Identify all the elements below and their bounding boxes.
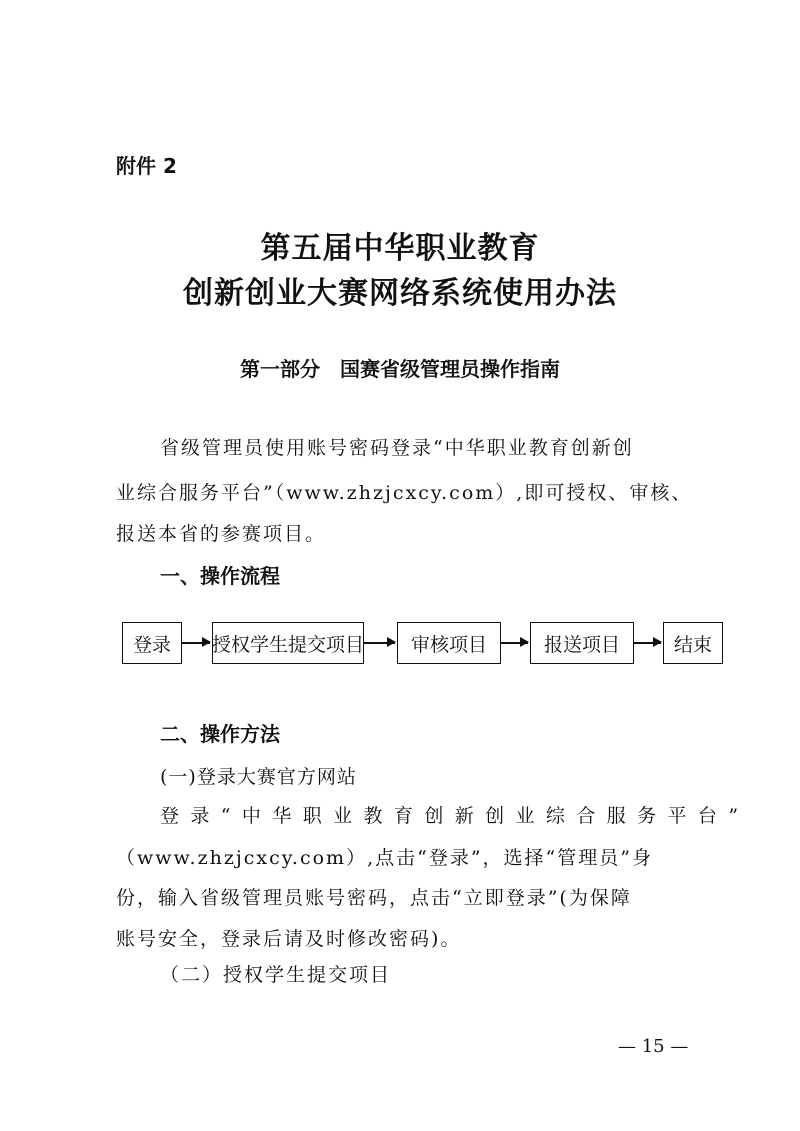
page-number: — 15 — bbox=[618, 1036, 689, 1057]
login-paragraph-line-1: 登录“中华职业教育创新创业综合服务平台” bbox=[160, 805, 750, 827]
document-title-line-2: 创新创业大赛网络系统使用办法 bbox=[183, 276, 617, 311]
section-1-heading: 一、操作流程 bbox=[160, 564, 280, 588]
flow-step-end: 结束 bbox=[663, 622, 723, 664]
flow-arrow-icon bbox=[501, 642, 528, 644]
section-2-heading: 二、操作方法 bbox=[160, 722, 280, 746]
login-paragraph-line-3: 份，输入省级管理员账号密码，点击“立即登录”(为保障 bbox=[116, 887, 632, 909]
attachment-label: 附件 2 bbox=[116, 154, 177, 178]
intro-line-2: 业综合服务平台”（www.zhzjcxcy.com）,即可授权、审核、 bbox=[116, 482, 693, 504]
flow-arrow-icon bbox=[364, 642, 395, 644]
flow-step-login: 登录 bbox=[122, 622, 182, 664]
intro-line-1: 省级管理员使用账号密码登录“中华职业教育创新创 bbox=[160, 437, 634, 459]
flow-arrow-icon bbox=[634, 642, 661, 644]
subsection-2-heading: （二）授权学生提交项目 bbox=[160, 964, 392, 986]
flow-step-review: 审核项目 bbox=[397, 622, 501, 664]
subsection-1-heading: (一)登录大赛官方网站 bbox=[160, 766, 357, 788]
flow-arrow-icon bbox=[182, 642, 210, 644]
part-1-heading: 第一部分 国赛省级管理员操作指南 bbox=[240, 357, 560, 381]
flow-step-authorize: 授权学生提交项目 bbox=[212, 622, 364, 664]
document-title-line-1: 第五届中华职业教育 bbox=[260, 231, 540, 266]
flow-step-submit: 报送项目 bbox=[530, 622, 634, 664]
intro-line-3: 报送本省的参赛项目。 bbox=[116, 523, 327, 545]
login-paragraph-line-2: （www.zhzjcxcy.com）,点击“登录”，选择“管理员”身 bbox=[116, 847, 653, 869]
login-paragraph-line-4: 账号安全，登录后请及时修改密码)。 bbox=[116, 928, 462, 950]
